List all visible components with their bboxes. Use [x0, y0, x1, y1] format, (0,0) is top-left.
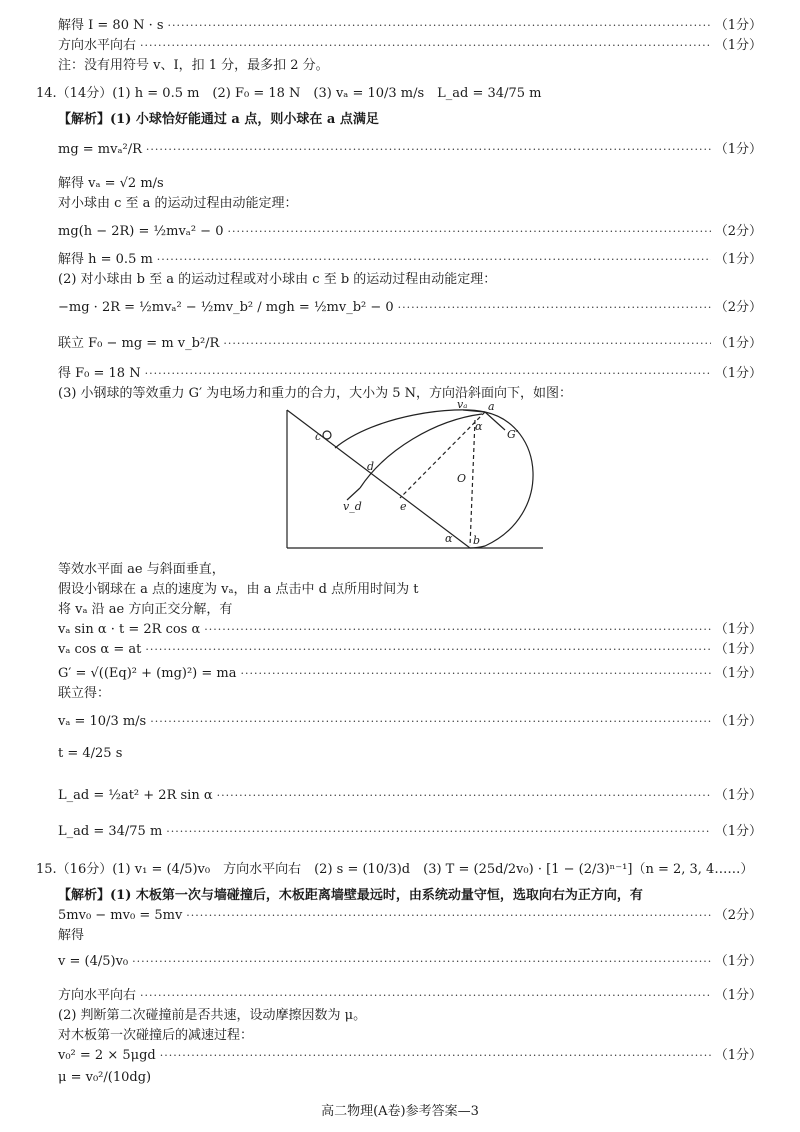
line-31: 方向水平向右 ····· （1分）: [58, 984, 762, 1003]
line-10: (2) 对小球由 b 至 a 的运动过程或对小球由 c 至 b 的运动过程由动能定理：: [58, 272, 497, 287]
line-35: μ = v₀²/(10dg): [58, 1070, 152, 1085]
label-c: c: [315, 430, 322, 443]
line-24: L_ad = ½at² + 2R sin α ····· （1分）: [58, 784, 762, 803]
line-11: −mg · 2R = ½mvₐ² − ½mv_b² / mgh = ½mv_b² − 0 ····· （2分）: [58, 296, 762, 315]
line-21: 联立得：: [58, 686, 111, 701]
line-2: 注：没有用符号 v、I，扣 1 分，最多扣 2 分。: [58, 58, 329, 73]
label-va: vₐ: [457, 400, 468, 411]
line-25: L_ad = 34/75 m ····· （1分）: [58, 820, 762, 839]
line-23: t = 4/25 s: [58, 746, 123, 761]
line-30: v = (4/5)v₀ ····· （1分）: [58, 950, 762, 969]
line-14: (3) 小钢球的等效重力 G′ 为电场力和重力的合力，大小为 5 N，方向沿斜面向下，如图：: [58, 386, 573, 401]
line-33: 对木板第一次碰撞后的减速过程：: [58, 1028, 254, 1043]
line-1: 方向水平向右 ····· （1分）: [58, 34, 762, 53]
line-26: 15.（16分）(1) v₁ = (4/5)v₀ 方向水平向右 (2) s = (10/3)d (3) T = (25d/2v₀) · [1 − (2/3)ⁿ⁻¹]（n = 2, 3, 4……）: [36, 862, 754, 877]
line-5: mg = mvₐ²/R ····· （1分）: [58, 138, 762, 157]
label-alpha-top: α: [475, 420, 483, 433]
label-b: b: [473, 534, 481, 547]
line-3: 14.（14分）(1) h = 0.5 m (2) F₀ = 18 N (3) vₐ = 10/3 m/s L_ad = 34/75 m: [36, 86, 542, 101]
line-0: 解得 I = 80 N · s ····· （1分）: [58, 14, 762, 33]
label-a: a: [488, 400, 495, 413]
line-19: vₐ cos α = at ····· （1分）: [58, 638, 762, 657]
line-13: 得 F₀ = 18 N ····· （1分）: [58, 362, 762, 381]
ab-dashed-line: [470, 420, 475, 546]
label-o: O: [457, 472, 467, 485]
line-29: 解得: [58, 928, 85, 943]
line-8: mg(h − 2R) = ½mvₐ² − 0 ····· （2分）: [58, 220, 762, 239]
line-16: 假设小钢球在 a 点的速度为 vₐ，由 a 点击中 d 点所用时间为 t: [58, 582, 419, 597]
label-vd: v_d: [343, 500, 362, 513]
line-18: vₐ sin α · t = 2R cos α ····· （1分）: [58, 618, 762, 637]
ball-circle: [323, 431, 331, 439]
line-15: 等效水平面 ae 与斜面垂直，: [58, 562, 225, 577]
line-32: (2) 判断第二次碰撞前是否共速，设动摩擦因数为 μ。: [58, 1008, 367, 1023]
label-d: d: [367, 460, 375, 473]
line-9: 解得 h = 0.5 m ····· （1分）: [58, 248, 762, 267]
label-e: e: [400, 500, 407, 513]
line-22: vₐ = 10/3 m/s ····· （1分）: [58, 710, 762, 729]
line-6: 解得 vₐ = √2 m/s: [58, 176, 164, 191]
page-footer: 高二物理(A卷)参考答案—3: [321, 1104, 479, 1119]
line-12: 联立 F₀ − mg = m v_b²/R ····· （1分）: [58, 332, 762, 351]
circular-track: [335, 410, 533, 548]
physics-figure: [285, 400, 545, 550]
line-17: 将 vₐ 沿 ae 方向正交分解，有: [58, 602, 233, 617]
label-g-prime: G′: [507, 428, 519, 441]
line-4: 【解析】(1) 小球恰好能通过 a 点，则小球在 a 点满足: [58, 112, 379, 127]
line-20: G′ = √((Eq)² + (mg)²) = ma ····· （1分）: [58, 662, 762, 681]
line-34: v₀² = 2 × 5μgd ····· （1分）: [58, 1044, 762, 1063]
label-alpha-bottom: α: [445, 532, 453, 545]
vd-arrow: [347, 488, 360, 500]
line-27: 【解析】(1) 木板第一次与墙碰撞后，木板距离墙壁最远时，由系统动量守恒，选取向右为正方向，有: [58, 888, 643, 903]
line-28: 5mv₀ − mv₀ = 5mv ····· （2分）: [58, 904, 762, 923]
line-7: 对小球由 c 至 a 的运动过程由动能定理：: [58, 196, 298, 211]
